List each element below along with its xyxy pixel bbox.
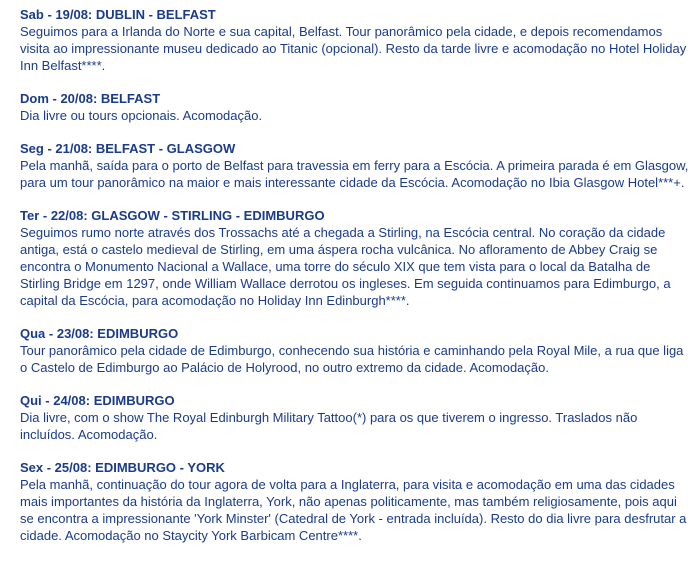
- itinerary-day: [20, 392, 690, 443]
- day-description: Seguimos rumo norte através dos Trossachs até a chegada a Stirling, na Escócia central. No coração da cidade antiga, está o castelo medieval de Stirling, em uma áspera rocha vulcânica. No afloramento de Abbey Craig se encontra o Monumento Nacional a Wallace, uma torre do século XIX que tem vista para o local da Batalha de Stirling Bridge em 1297, onde William Wallace derrotou os ingleses. Em seguida continuamos para Edimburgo, a capital da Escócia, para acomodação no Holiday Inn Edinburgh****.: [20, 225, 671, 308]
- day-description: Seguimos para a Irlanda do Norte e sua capital, Belfast. Tour panorâmico pela cidade, e depois recomendamos visita ao impressionante museu dedicado ao Titanic (opcional). Resto da tarde livre e acomodação no Hotel Holiday Inn Belfast****.: [20, 24, 687, 73]
- day-description: Pela manhã, saída para o porto de Belfast para travessia em ferry para a Escócia. A primeira parada é em Glasgow, para um tour panorâmico na maior e mais interessante cidade da Escócia. Acomodação no Ibia Glasgow Hotel***+.: [20, 158, 689, 190]
- itinerary-day: [20, 140, 690, 191]
- day-description: Pela manhã, continuação do tour agora de volta para a Inglaterra, para visita e acomodação em uma das cidades mais importantes da história da Inglaterra, York, não apenas politicamente, mas também religiosamente, pois aqui se encontra a impressionante 'York Minster' (Catedral de York - entrada incluída). Resto do dia livre para desfrutar a cidade. Acomodação no Staycity York Barbicam Centre****.: [20, 477, 687, 543]
- day-description: Dia livre ou tours opcionais. Acomodação.: [20, 108, 263, 123]
- day-title: Sab - 19/08: DUBLIN - BELFAST: [20, 7, 216, 22]
- day-description: Tour panorâmico pela cidade de Edimburgo, conhecendo sua história e caminhando pela Royal Mile, a rua que liga o Castelo de Edimburgo ao Palácio de Holyrood, no outro extremo da cidade. Acomodação.: [20, 343, 684, 375]
- itinerary-day: [20, 90, 690, 124]
- day-title: Seg - 21/08: BELFAST - GLASGOW: [20, 141, 236, 156]
- itinerary-day: [20, 459, 690, 544]
- day-title: Sex - 25/08: EDIMBURGO - YORK: [20, 460, 225, 475]
- day-title: Qui - 24/08: EDIMBURGO: [20, 393, 175, 408]
- itinerary-day: [20, 325, 690, 376]
- day-title: Dom - 20/08: BELFAST: [20, 91, 161, 106]
- day-title: Ter - 22/08: GLASGOW - STIRLING - EDIMBURGO: [20, 208, 325, 223]
- day-title: Qua - 23/08: EDIMBURGO: [20, 326, 179, 341]
- day-description: Dia livre, com o show The Royal Edinburgh Military Tattoo(*) para os que tiverem o ingresso. Traslados não incluídos. Acomodação.: [20, 410, 638, 442]
- itinerary-day: [20, 6, 690, 74]
- itinerary-day: [20, 207, 690, 309]
